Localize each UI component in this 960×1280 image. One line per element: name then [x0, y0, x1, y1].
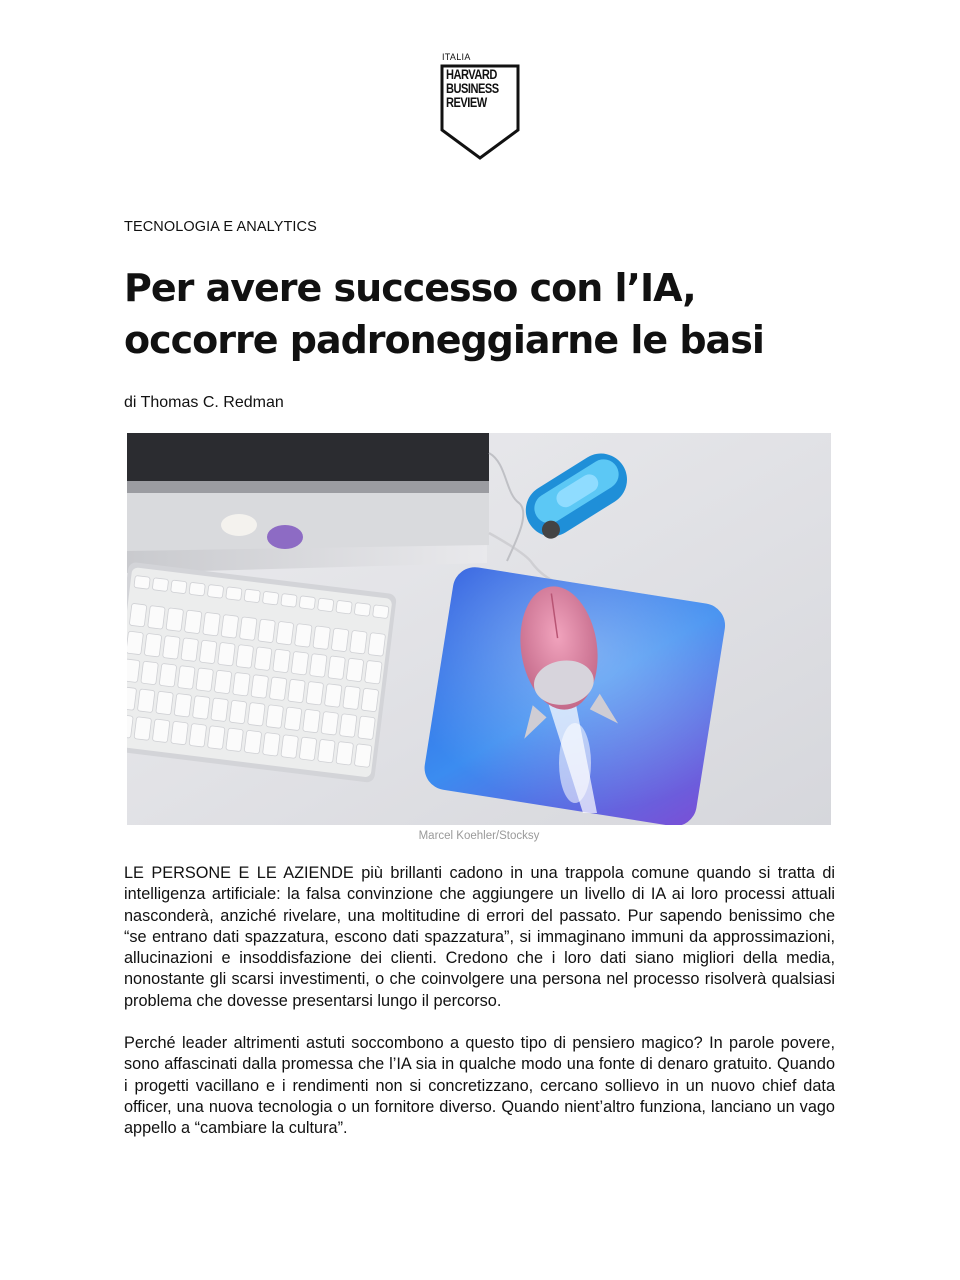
- keyboard-key: [171, 580, 187, 594]
- keyboard-key: [233, 672, 251, 696]
- keyboard-key: [189, 582, 205, 596]
- keyboard-key: [291, 651, 309, 675]
- keyboard-key: [134, 717, 152, 741]
- keyboard-key: [211, 698, 229, 722]
- keyboard-key: [251, 675, 269, 699]
- keyboard-key: [306, 681, 324, 705]
- desk-photo-illustration: [127, 433, 831, 825]
- keyboard-key: [328, 656, 346, 680]
- keyboard-key: [199, 640, 217, 664]
- keyboard-key: [281, 594, 297, 608]
- keyboard-key: [339, 714, 357, 738]
- keyboard-key: [156, 691, 174, 715]
- logo-shield: [440, 64, 520, 160]
- keyboard-key: [178, 666, 196, 690]
- article-title: Per avere successo con l’IA, occorre padroneggiarne le basi: [124, 266, 764, 362]
- keyboard-key: [276, 621, 294, 645]
- keyboard-key: [134, 575, 150, 589]
- keyboard-key: [127, 659, 140, 683]
- keyboard-key: [244, 730, 262, 754]
- keyboard-key: [263, 732, 281, 756]
- keyboard-key: [196, 668, 214, 692]
- keyboard-key: [148, 606, 166, 630]
- keyboard-key: [244, 589, 260, 603]
- keyboard-key: [361, 688, 379, 712]
- keyboard-key: [258, 619, 276, 643]
- keyboard-key: [181, 638, 199, 662]
- keyboard-key: [141, 661, 159, 685]
- logo-wordmark: [446, 68, 503, 110]
- keyboard-key: [313, 626, 331, 650]
- keyboard-key: [127, 631, 143, 655]
- keyboard-key: [336, 741, 354, 765]
- keyboard-key: [248, 702, 266, 726]
- article-body: [124, 863, 835, 1140]
- keyboard-key: [281, 735, 299, 759]
- keyboard-key: [207, 585, 223, 599]
- keyboard-key: [218, 642, 236, 666]
- logo-line-3: REVIEW: [446, 95, 487, 110]
- article-paragraph: Perché leader altrimenti astuti soccombono a questo tipo di pensiero magico? In parole povere, sono affascinati dalla promessa che l’IA sia in qualche modo una fonte di denaro gratuito. Quando i progetti vacillano e i rendimenti non si concretizzano, cercano sollievo in un nuovo chief data officer, una nuova tecnologia o un fornitore diverso. Quando nient’altro funziona, lanciano un vago appello a “cambiare la cultura”.: [124, 1034, 835, 1138]
- keyboard-key: [137, 689, 155, 713]
- keyboard-key: [346, 658, 364, 682]
- keyboard-key: [214, 670, 232, 694]
- keyboard-key: [299, 596, 315, 610]
- keyboard-key: [295, 624, 313, 648]
- keyboard-key: [321, 711, 339, 735]
- keyboard-key: [368, 633, 386, 657]
- article-paragraph: LE PERSONE E LE AZIENDE più brillanti cadono in una trappola comune quando si tratta di intelligenza artificiale: la falsa convinzione che aggiungere un livello di IA ai loro processi attuali nasconderà, anziché rivelare, una moltitudine di errori del passato. Pur sapendo benissimo che “se entrano dati spazzatura, escono dati spazzatura”, si immaginano immuni da approssimazioni, allucinazioni e insoddisfazione dei clienti. Credono che i loro dati siano migliori della media, nonostante gli scarsi investimenti, o che coinvolgere una persona nel processo risolverà qualsiasi problema che dovesse presentarsi lungo il percorso.: [124, 864, 835, 1010]
- keyboard-key: [354, 744, 372, 768]
- keyboard-key: [343, 686, 361, 710]
- keyboard-key: [269, 677, 287, 701]
- hbr-logo: [440, 52, 522, 160]
- keyboard-key: [203, 612, 221, 636]
- photo-credit: Marcel Koehler/Stocksy: [418, 830, 540, 842]
- keyboard-key: [152, 578, 168, 592]
- keyboard-key: [350, 630, 368, 654]
- keyboard-key: [262, 591, 278, 605]
- keyboard-key: [226, 587, 242, 601]
- keyboard-key: [166, 608, 184, 632]
- keyboard-key: [303, 709, 321, 733]
- keyboard-key: [254, 647, 272, 671]
- keyboard-key: [152, 719, 170, 743]
- keyboard-key: [171, 721, 189, 745]
- keyboard-key: [163, 636, 181, 660]
- keyboard-key: [159, 663, 177, 687]
- keyboard-key: [273, 649, 291, 673]
- logo-country: ITALIA: [442, 52, 471, 62]
- keyboard-key: [221, 615, 239, 639]
- keyboard-key: [266, 705, 284, 729]
- keyboard-key: [354, 603, 370, 617]
- keyboard-key: [129, 603, 147, 627]
- keyboard-key: [226, 728, 244, 752]
- keyboard-key: [207, 726, 225, 750]
- article-photo: [127, 433, 831, 825]
- keyboard-key: [236, 645, 254, 669]
- keyboard-key: [299, 737, 317, 761]
- keyboard-key: [318, 598, 334, 612]
- keyboard-key: [365, 660, 383, 684]
- keyboard-key: [192, 696, 210, 720]
- keyboard-key: [309, 654, 327, 678]
- keyboard-key: [373, 605, 389, 619]
- keyboard-key: [324, 684, 342, 708]
- logo-line-1: HARVARD: [446, 67, 497, 82]
- author-byline: di Thomas C. Redman: [124, 394, 284, 411]
- section-label: TECNOLOGIA E ANALYTICS: [124, 219, 317, 235]
- logo-line-2: BUSINESS: [446, 81, 499, 96]
- keyboard-key: [174, 693, 192, 717]
- keyboard-key: [144, 633, 162, 657]
- keyboard-key: [331, 628, 349, 652]
- keyboard-key: [318, 739, 336, 763]
- keyboard-key: [184, 610, 202, 634]
- keyboard-key: [239, 617, 257, 641]
- keyboard-key: [229, 700, 247, 724]
- keyboard-key: [288, 679, 306, 703]
- keyboard-key: [284, 707, 302, 731]
- keyboard-key: [189, 723, 207, 747]
- keyboard-key: [358, 716, 376, 740]
- keyboard-key: [336, 600, 352, 614]
